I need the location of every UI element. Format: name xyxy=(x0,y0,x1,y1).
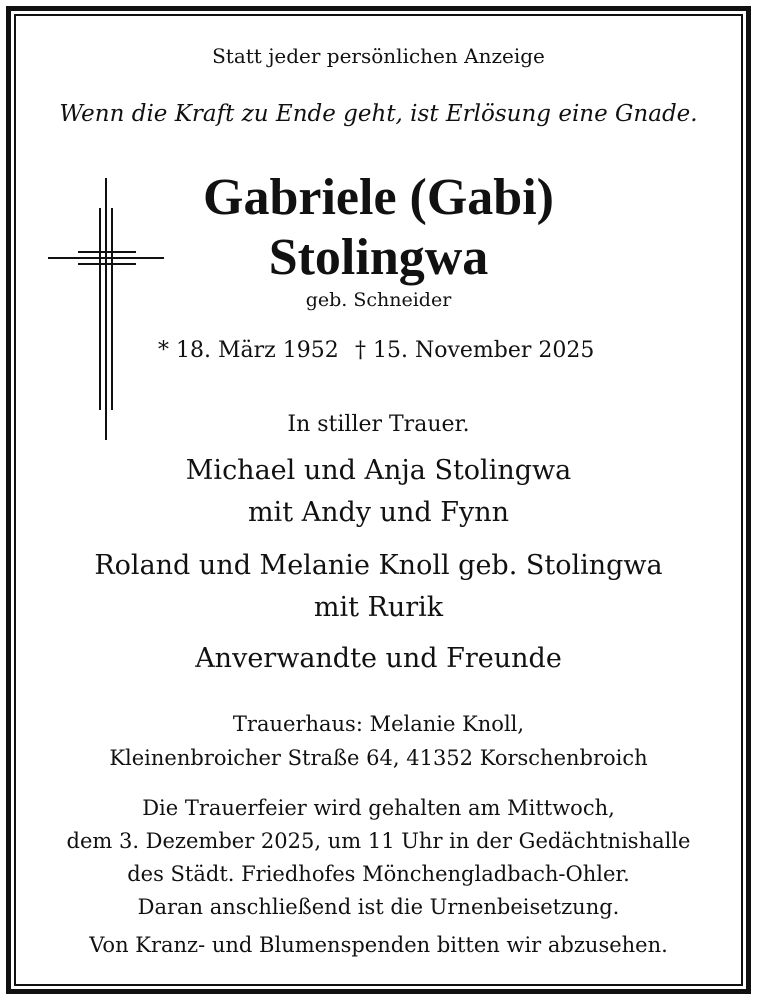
born-name: geb. Schneider xyxy=(305,289,452,311)
family-line-5: Anverwandte und Freunde xyxy=(195,643,562,674)
family-line-2: mit Andy und Fynn xyxy=(247,497,510,528)
address-line-1: Trauerhaus: Melanie Knoll, xyxy=(232,712,525,736)
birth-date: * 18. März 1952 xyxy=(158,338,339,363)
ceremony-line-2: dem 3. Dezember 2025, um 11 Uhr in der Gedächtnishalle xyxy=(66,829,691,853)
family-line-1: Michael und Anja Stolingwa xyxy=(185,455,572,486)
ceremony-line-3: des Städt. Friedhofes Mönchengladbach-Ohler. xyxy=(127,862,630,886)
closing-line: Von Kranz- und Blumenspenden bitten wir abzusehen. xyxy=(89,933,668,957)
header-line: Statt jeder persönlichen Anzeige xyxy=(212,44,545,68)
ceremony-line-1: Die Trauerfeier wird gehalten am Mittwoch, xyxy=(142,796,615,820)
mourning-line: In stiller Trauer. xyxy=(287,412,470,437)
name-line-1: Gabriele (Gabi) xyxy=(203,169,554,226)
address-line-2: Kleinenbroicher Straße 64, 41352 Korschenbroich xyxy=(109,746,648,770)
name-line-2: Stolingwa xyxy=(268,229,489,286)
family-line-4: mit Rurik xyxy=(313,592,444,623)
death-date: † 15. November 2025 xyxy=(355,338,595,363)
motto: Wenn die Kraft zu Ende geht, ist Erlösung eine Gnade. xyxy=(59,101,698,127)
ceremony-line-4: Daran anschließend ist die Urnenbeisetzung. xyxy=(137,895,620,919)
family-line-3: Roland und Melanie Knoll geb. Stolingwa xyxy=(94,550,663,581)
